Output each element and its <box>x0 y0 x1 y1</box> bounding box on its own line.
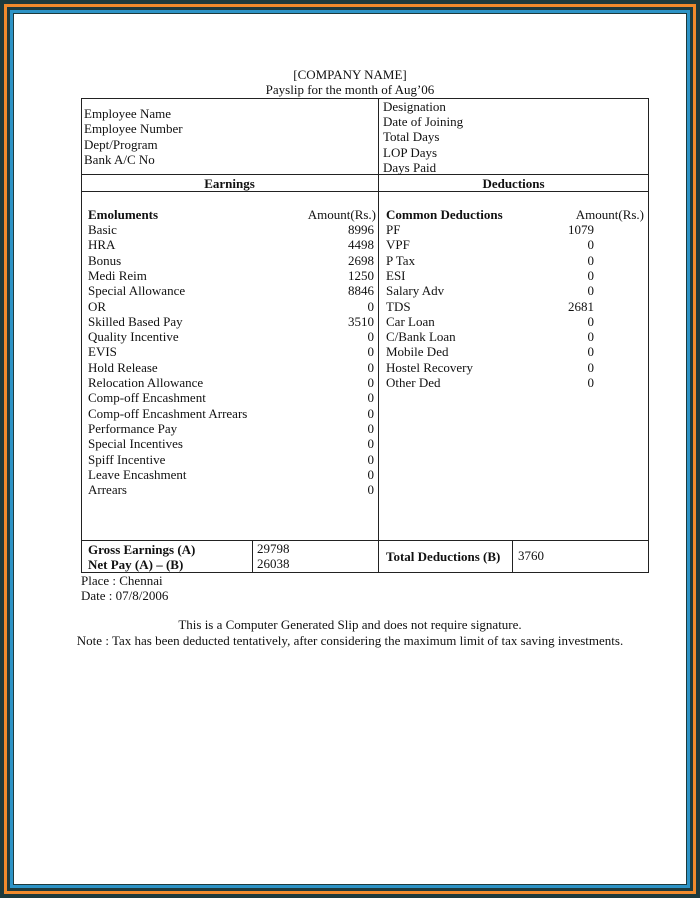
payslip-page <box>14 14 686 884</box>
item-label: HRA <box>88 237 116 253</box>
field-label: LOP Days <box>383 144 438 160</box>
item-label: Medi Reim <box>88 267 147 283</box>
item-amount: 0 <box>587 359 594 375</box>
item-amount: 0 <box>367 329 374 345</box>
item-label: P Tax <box>386 252 416 268</box>
item-amount: 0 <box>367 436 374 452</box>
item-amount: 0 <box>367 451 374 467</box>
divider <box>81 191 649 192</box>
earnings-amount-heading: Amount(Rs.) <box>307 207 376 222</box>
field-label: Days Paid <box>383 159 437 175</box>
item-label: Mobile Ded <box>386 344 449 360</box>
item-amount: 4498 <box>348 237 374 253</box>
item-label: Quality Incentive <box>88 329 179 345</box>
item-amount: 0 <box>587 237 594 253</box>
item-label: Hold Release <box>88 359 158 375</box>
item-amount: 0 <box>587 313 594 329</box>
field-label: Designation <box>383 99 446 114</box>
gross-earnings-value: 29798 <box>257 541 290 556</box>
item-amount: 0 <box>367 405 374 421</box>
deductions-amount-heading: Amount(Rs.) <box>575 207 644 222</box>
item-label: ESI <box>386 267 406 283</box>
earnings-header: Earnings <box>204 176 255 191</box>
item-label: VPF <box>386 237 410 253</box>
field-label: Dept/Program <box>84 136 158 152</box>
gross-earnings-label: Gross Earnings (A) <box>88 542 196 557</box>
field-label: Total Days <box>383 129 440 145</box>
item-amount: 8996 <box>348 222 374 237</box>
item-label: Car Loan <box>386 313 435 329</box>
net-pay-label: Net Pay (A) – (B) <box>88 557 184 572</box>
field-label: Date of Joining <box>383 114 464 130</box>
item-amount: 1079 <box>568 222 594 237</box>
item-amount: 0 <box>367 359 374 375</box>
item-label: Special Incentives <box>88 436 183 452</box>
place: Place : Chennai <box>81 573 163 588</box>
item-amount: 1250 <box>348 267 374 283</box>
item-amount: 0 <box>587 252 594 268</box>
field-label: Employee Number <box>84 121 183 137</box>
item-label: C/Bank Loan <box>386 329 456 345</box>
item-amount: 0 <box>367 390 374 406</box>
item-amount: 0 <box>587 344 594 360</box>
item-label: Hostel Recovery <box>386 359 474 375</box>
company-name: [COMPANY NAME] <box>293 67 407 82</box>
item-label: OR <box>88 298 107 314</box>
deductions-header: Deductions <box>482 176 545 191</box>
item-amount: 2681 <box>568 298 594 314</box>
item-label: PF <box>386 222 401 237</box>
item-label: Comp-off Encashment <box>88 390 206 406</box>
signature-notice: This is a Computer Generated Slip and does not require signature. <box>178 617 522 632</box>
item-amount: 0 <box>587 283 594 299</box>
item-amount: 3510 <box>348 313 374 329</box>
item-label: Other Ded <box>386 375 441 390</box>
item-label: Spiff Incentive <box>88 451 166 467</box>
emoluments-heading: Emoluments <box>88 207 159 222</box>
item-label: Comp-off Encashment Arrears <box>88 405 248 421</box>
item-label: Special Allowance <box>88 283 186 299</box>
column-divider <box>252 540 253 573</box>
item-label: Leave Encashment <box>88 466 187 482</box>
item-amount: 8846 <box>348 283 374 299</box>
tax-note: Note : Tax has been deducted tentatively, after considering the maximum limit of tax saving investments. <box>76 633 624 648</box>
total-deductions-label: Total Deductions (B) <box>386 549 501 564</box>
item-amount: 2698 <box>348 252 374 268</box>
field-label: Employee Name <box>84 106 171 121</box>
divider <box>81 174 649 175</box>
field-label: Bank A/C No <box>84 151 155 167</box>
item-label: Performance Pay <box>88 420 178 436</box>
item-amount: 0 <box>367 298 374 314</box>
payslip-title: Payslip for the month of Aug’06 <box>265 82 435 97</box>
column-divider <box>512 540 513 573</box>
total-deductions-value: 3760 <box>518 548 544 563</box>
column-divider <box>378 98 379 573</box>
item-amount: 0 <box>587 375 594 390</box>
item-amount: 0 <box>367 375 374 390</box>
item-label: Basic <box>88 222 117 237</box>
item-amount: 0 <box>367 344 374 360</box>
item-amount: 0 <box>367 482 374 498</box>
net-pay-value: 26038 <box>257 556 290 571</box>
item-label: EVIS <box>88 344 117 360</box>
item-label: Relocation Allowance <box>88 375 204 390</box>
item-label: Bonus <box>88 252 122 268</box>
item-label: Arrears <box>88 482 127 498</box>
common-deductions-heading: Common Deductions <box>386 207 503 222</box>
item-amount: 0 <box>587 329 594 345</box>
item-label: Salary Adv <box>386 283 445 299</box>
item-amount: 0 <box>367 466 374 482</box>
date: Date : 07/8/2006 <box>81 588 169 603</box>
item-amount: 0 <box>367 420 374 436</box>
divider <box>81 540 649 541</box>
item-label: TDS <box>386 298 411 314</box>
item-amount: 0 <box>587 267 594 283</box>
item-label: Skilled Based Pay <box>88 313 183 329</box>
